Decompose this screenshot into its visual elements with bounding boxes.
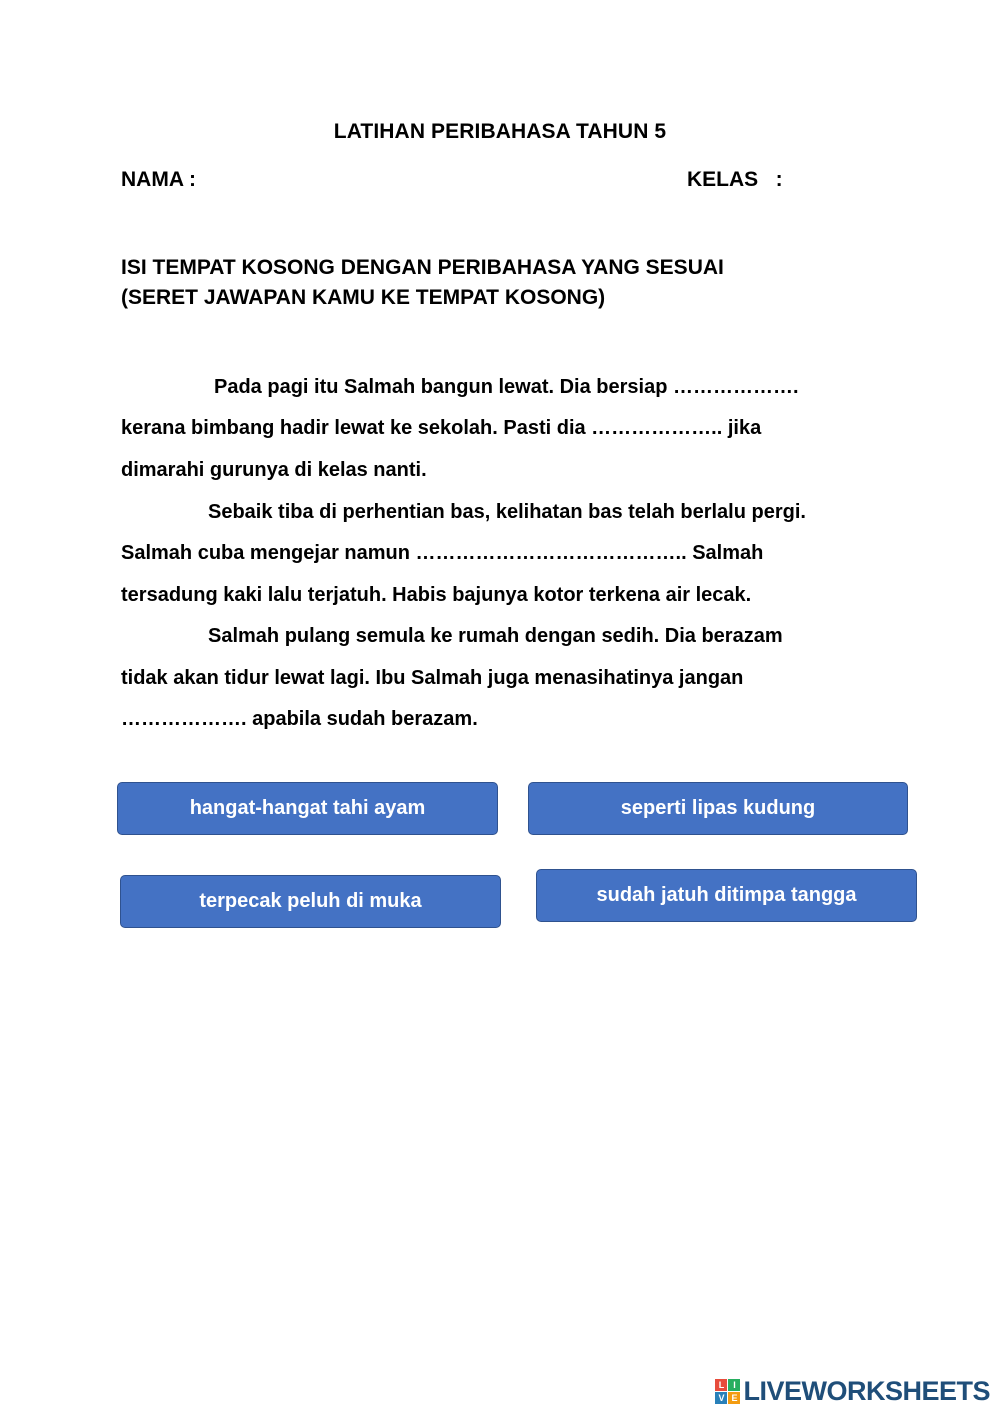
answer-chip-hangat-hangat-tahi-ayam[interactable]: hangat-hangat tahi ayam xyxy=(117,782,498,835)
passage-line: tersadung kaki lalu terjatuh. Habis bajunya kotor terkena air lecak. xyxy=(121,584,752,606)
passage-line: Sebaik tiba di perhentian bas, kelihatan bas telah berlalu pergi. xyxy=(208,501,806,523)
passage-line: Salmah cuba mengejar namun ………………………………….. Salmah xyxy=(121,542,764,564)
answer-chip-terpecak-peluh-di-muka[interactable]: terpecak peluh di muka xyxy=(120,875,501,928)
class-label: KELAS : xyxy=(687,168,783,191)
logo-mark-letter: E xyxy=(728,1392,740,1404)
passage-line: Pada pagi itu Salmah bangun lewat. Dia bersiap ………………. xyxy=(214,376,799,398)
answer-chip-seperti-lipas-kudung[interactable]: seperti lipas kudung xyxy=(528,782,908,835)
answer-chip-sudah-jatuh-ditimpa-tangga[interactable]: sudah jatuh ditimpa tangga xyxy=(536,869,917,922)
logo-mark-letter: L xyxy=(715,1379,727,1391)
logo-mark-letter: I xyxy=(728,1379,740,1391)
logo-mark-letter: V xyxy=(715,1392,727,1404)
passage-line: Salmah pulang semula ke rumah dengan sedih. Dia berazam xyxy=(208,625,783,647)
passage-line: kerana bimbang hadir lewat ke sekolah. Pasti dia ……………….. jika xyxy=(121,417,762,439)
passage-line: tidak akan tidur lewat lagi. Ibu Salmah juga menasihatinya jangan xyxy=(121,667,744,689)
logo-text: LIVEWORKSHEETS xyxy=(743,1376,990,1406)
name-label: NAMA : xyxy=(121,168,197,191)
instruction-line-1: ISI TEMPAT KOSONG DENGAN PERIBAHASA YANG SESUAI xyxy=(121,256,724,279)
passage-line: ………………. apabila sudah berazam. xyxy=(121,708,478,730)
worksheet-title: LATIHAN PERIBAHASA TAHUN 5 xyxy=(333,120,667,143)
passage-line: dimarahi gurunya di kelas nanti. xyxy=(121,459,427,481)
logo-mark-icon xyxy=(715,1379,740,1404)
instruction-line-2: (SERET JAWAPAN KAMU KE TEMPAT KOSONG) xyxy=(121,286,606,309)
liveworksheets-logo xyxy=(715,1376,990,1407)
